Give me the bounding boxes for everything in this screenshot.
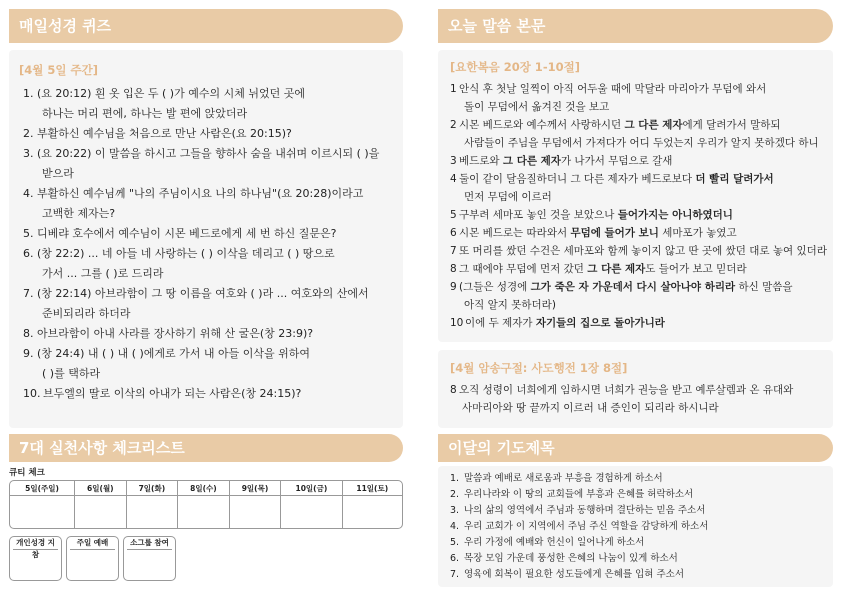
qt-day-check-cell[interactable] xyxy=(75,496,127,528)
scripture-verse xyxy=(450,260,827,278)
verse-line xyxy=(459,296,827,314)
verse-emphasis: 자기들의 집으로 돌아가니라 xyxy=(535,317,665,329)
verse-text: 도 들어가 보고 믿더라 xyxy=(645,263,747,275)
memory-verse-line: 오직 성령이 너희에게 임하시면 너희가 권능을 받고 예루살렘과 온 유대와 xyxy=(459,384,794,396)
verse-emphasis: 그가 죽은 자 가운데서 다시 살아나야 하리라 xyxy=(530,281,736,293)
prayer-item-text: 영육에 회복이 필요한 성도들에게 은혜를 입혀 주소서 xyxy=(464,569,685,580)
prayer-item-text: 우리 가정에 예배와 헌신이 일어나게 하소서 xyxy=(464,537,645,548)
qt-day-check-cell[interactable] xyxy=(281,496,342,528)
verse-list xyxy=(450,80,827,332)
scripture-verse xyxy=(450,206,827,224)
prayer-item xyxy=(450,503,827,519)
quiz-item xyxy=(23,124,393,144)
verse-text: 돌이 무덤에서 옮겨진 것을 보고 xyxy=(464,101,610,113)
verse-text: 그 때에야 무덤에 먼저 갔던 xyxy=(459,263,588,275)
practice-check-label: 소그룹 참여 xyxy=(127,537,172,550)
verse-text: (그들은 성경에 xyxy=(459,281,531,293)
scripture-verse xyxy=(450,224,827,242)
verse-line xyxy=(459,98,827,116)
scripture-verse xyxy=(450,152,827,170)
quiz-item-number: 6. xyxy=(23,247,34,260)
quiz-item-number: 10. xyxy=(23,387,41,400)
qt-day-header: 9일(목) xyxy=(230,481,282,496)
prayer-item-number: 4. xyxy=(450,521,460,532)
prayer-item xyxy=(450,487,827,503)
verse-number: 5 xyxy=(450,209,457,221)
practice-check-box[interactable] xyxy=(123,536,176,581)
verse-line xyxy=(459,80,827,98)
memory-verse-reference: [4월 암송구절: 사도행전 1장 8절] xyxy=(450,361,628,375)
verse-emphasis: 더 빨리 달려가서 xyxy=(695,173,774,185)
verse-text: 시몬 베드로는 따라와서 xyxy=(459,227,571,239)
quiz-item-text: (요 20:12) 흰 옷 입은 두 ( )가 예수의 시체 뉘었던 곳에 xyxy=(37,87,305,100)
prayer-item-number: 2. xyxy=(450,489,460,500)
verse-line xyxy=(459,278,827,296)
prayer-item xyxy=(450,567,827,583)
quiz-item-text: 아브라함이 아내 사라를 장사하기 위해 산 굴은(창 23:9)? xyxy=(37,327,314,340)
prayer-item-text: 나의 삶의 영역에서 주님과 동행하며 결단하는 믿음 주소서 xyxy=(464,505,706,516)
qt-day-header: 7일(화) xyxy=(127,481,179,496)
quiz-item-number: 5. xyxy=(23,227,34,240)
memory-verse-text xyxy=(450,381,827,417)
quiz-item xyxy=(23,184,393,224)
scripture-reference: [요한복음 20장 1-10절] xyxy=(450,60,580,74)
scripture-section-title: 오늘 말씀 본문 xyxy=(438,9,833,43)
prayer-item-text: 말씀과 예배로 새로움과 부흥을 경험하게 하소서 xyxy=(464,473,663,484)
verse-text: 또 머리를 쌌던 수건은 세마포와 함께 놓이지 않고 딴 곳에 쌌던 대로 놓여 있더라 xyxy=(459,245,827,257)
scripture-verse xyxy=(450,314,827,332)
verse-text: 가 나가서 무덤으로 갈새 xyxy=(560,155,673,167)
quiz-item-text: ( )를 택하라 xyxy=(42,367,101,380)
quiz-item-text: 부활하신 예수님을 처음으로 만난 사람은(요 20:15)? xyxy=(37,127,292,140)
memory-verse-line: 사마리아와 땅 끝까지 이르러 내 증인이 되리라 하시니라 xyxy=(462,402,719,414)
quiz-item xyxy=(23,224,393,244)
scripture-verse xyxy=(450,278,827,314)
verse-text: 둘이 같이 달음질하더니 그 다른 제자가 베드로보다 xyxy=(459,173,696,185)
checklist-section-title: 7대 실천사항 체크리스트 xyxy=(9,434,403,462)
qt-check-label: 큐티 체크 xyxy=(9,468,45,478)
qt-day-check-cell[interactable] xyxy=(10,496,75,528)
quiz-item xyxy=(23,344,393,384)
verse-emphasis: 그 다른 제자 xyxy=(587,263,646,275)
practice-check-label: 개인성경 지참 xyxy=(13,537,58,550)
quiz-item-text: 준비되리라 하더라 xyxy=(42,307,131,320)
prayer-item-number: 6. xyxy=(450,553,460,564)
prayer-item-text: 우리 교회가 이 지역에서 주님 주신 역할을 감당하게 하소서 xyxy=(464,521,709,532)
quiz-item-text: 디베랴 호수에서 예수님이 시몬 베드로에게 세 번 하신 질문은? xyxy=(37,227,337,240)
quiz-item-number: 8. xyxy=(23,327,34,340)
qt-day-check-cell[interactable] xyxy=(178,496,230,528)
verse-number: 10 xyxy=(450,317,464,329)
quiz-item-number: 4. xyxy=(23,187,34,200)
verse-text: 에게 달려가서 말하되 xyxy=(682,119,781,131)
prayer-item-number: 1. xyxy=(450,473,460,484)
verse-text: 이에 두 제자가 xyxy=(465,317,536,329)
verse-number: 7 xyxy=(450,245,457,257)
quiz-panel xyxy=(9,50,403,428)
practice-check-box[interactable] xyxy=(9,536,62,581)
verse-line xyxy=(459,134,827,152)
quiz-item xyxy=(23,84,393,124)
quiz-item-number: 1. xyxy=(23,87,34,100)
quiz-item-text: (창 22:2) ... 네 아들 네 사랑하는 ( ) 이삭을 데리고 ( ) 땅으로 xyxy=(37,247,335,260)
quiz-week-label: [4월 5일 주간] xyxy=(19,63,98,77)
verse-number: 8 xyxy=(450,384,457,396)
verse-line xyxy=(459,224,827,242)
quiz-item-text: 고백한 제자는? xyxy=(42,207,116,220)
qt-day-check-cell[interactable] xyxy=(343,496,402,528)
quiz-item-text: 가서 ... 그를 ( )로 드리라 xyxy=(42,267,164,280)
quiz-item xyxy=(23,144,393,184)
verse-line xyxy=(459,152,827,170)
verse-text: 구부려 세마포 놓인 것을 보았으나 xyxy=(459,209,618,221)
quiz-item xyxy=(23,384,393,404)
prayer-panel xyxy=(438,466,833,587)
verse-line xyxy=(459,170,827,188)
memory-verse-panel xyxy=(438,350,833,428)
prayer-item xyxy=(450,535,827,551)
practice-check-label: 주일 예배 xyxy=(70,537,115,550)
quiz-item-text: 받으라 xyxy=(42,167,74,180)
verse-emphasis: 무덤에 들어가 보니 xyxy=(570,227,659,239)
prayer-item-number: 7. xyxy=(450,569,460,580)
verse-emphasis: 그 다른 제자 xyxy=(502,155,561,167)
verse-number: 9 xyxy=(450,281,457,293)
prayer-item-text: 우리나라와 이 땅의 교회들에 부흥과 은혜를 허락하소서 xyxy=(464,489,694,500)
verse-emphasis: 들어가지는 아니하였더니 xyxy=(617,209,733,221)
quiz-item-text: 부활하신 예수님께 "나의 주님이시요 나의 하나님"(요 20:28)이라고 xyxy=(37,187,364,200)
verse-line xyxy=(465,314,827,332)
prayer-section-title: 이달의 기도제목 xyxy=(438,434,833,462)
verse-number: 3 xyxy=(450,155,457,167)
prayer-item xyxy=(450,519,827,535)
verse-line xyxy=(459,116,827,134)
quiz-item xyxy=(23,324,393,344)
qt-day-header: 10일(금) xyxy=(281,481,342,496)
prayer-item-text: 목장 모임 가운데 풍성한 은혜의 나눔이 있게 하소서 xyxy=(464,553,678,564)
quiz-item-number: 2. xyxy=(23,127,34,140)
scripture-verse xyxy=(450,116,827,152)
verse-text: 안식 후 첫날 일찍이 아직 어두울 때에 막달라 마리아가 무덤에 와서 xyxy=(459,83,767,95)
verse-emphasis: 그 다른 제자 xyxy=(624,119,683,131)
qt-day-header: 8일(수) xyxy=(178,481,230,496)
qt-day-header: 6일(월) xyxy=(75,481,127,496)
quiz-item-text: 브두엘의 딸로 이삭의 아내가 되는 사람은(창 24:15)? xyxy=(43,387,302,400)
quiz-item-text: 하나는 머리 편에, 하나는 발 편에 앉았더라 xyxy=(42,107,248,120)
prayer-item xyxy=(450,551,827,567)
scripture-panel xyxy=(438,50,833,342)
verse-number: 8 xyxy=(450,263,457,275)
verse-line xyxy=(459,242,827,260)
verse-number: 4 xyxy=(450,173,457,185)
scripture-verse xyxy=(450,242,827,260)
quiz-item-number: 7. xyxy=(23,287,34,300)
prayer-item-number: 5. xyxy=(450,537,460,548)
prayer-item-number: 3. xyxy=(450,505,460,516)
scripture-verse xyxy=(450,170,827,206)
verse-number: 1 xyxy=(450,83,457,95)
quiz-item-text: (창 24:4) 내 ( ) 내 ( )에게로 가서 내 아들 이삭을 위하여 xyxy=(37,347,311,360)
verse-text: 베드로와 xyxy=(459,155,503,167)
verse-text: 아직 알지 못하더라) xyxy=(464,299,556,311)
verse-number: 6 xyxy=(450,227,457,239)
quiz-list xyxy=(19,84,393,404)
verse-text: 먼저 무덤에 이르러 xyxy=(464,191,552,203)
verse-line xyxy=(459,260,827,278)
practice-check-box[interactable] xyxy=(66,536,119,581)
verse-text: 하신 말씀을 xyxy=(735,281,793,293)
quiz-section-title: 매일성경 퀴즈 xyxy=(9,9,403,43)
qt-day-check-cell[interactable] xyxy=(127,496,179,528)
verse-text: 시몬 베드로와 예수께서 사랑하시던 xyxy=(459,119,625,131)
verse-text: 사람들이 주님을 무덤에서 가져다가 어디 두었는지 우리가 알지 못하겠다 하니 xyxy=(464,137,819,149)
quiz-item-number: 9. xyxy=(23,347,34,360)
verse-number: 2 xyxy=(450,119,457,131)
qt-check-table xyxy=(9,480,403,529)
quiz-item-text: (요 20:22) 이 말씀을 하시고 그들을 향하사 숨을 내쉬며 이르시되 ( )을 xyxy=(37,147,380,160)
qt-day-header: 11일(토) xyxy=(343,481,402,496)
scripture-verse xyxy=(450,80,827,116)
qt-day-header: 5일(주일) xyxy=(10,481,75,496)
quiz-item xyxy=(23,284,393,324)
verse-text: 세마포가 놓였고 xyxy=(658,227,737,239)
quiz-item-text: (창 22:14) 아브라함이 그 땅 이름을 여호와 ( )라 ... 여호와의 산에서 xyxy=(37,287,369,300)
quiz-item xyxy=(23,244,393,284)
qt-day-check-cell[interactable] xyxy=(230,496,282,528)
verse-line xyxy=(459,188,827,206)
quiz-item-number: 3. xyxy=(23,147,34,160)
prayer-item xyxy=(450,471,827,487)
prayer-list xyxy=(450,471,827,583)
verse-line xyxy=(459,206,827,224)
